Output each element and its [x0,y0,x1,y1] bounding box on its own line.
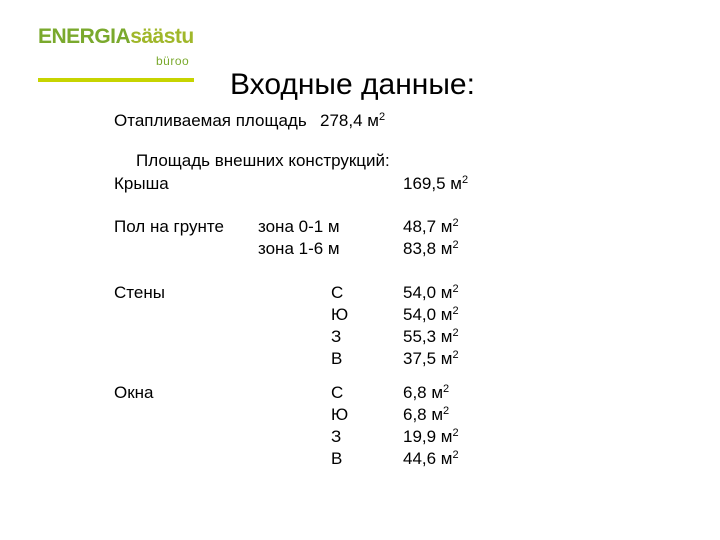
walls-dir-e: В [331,349,343,368]
windows-label: Окна [114,383,154,402]
logo-underline [38,78,194,82]
windows-dir-s: Ю [331,405,349,424]
windows-dir-n: С [331,383,344,402]
windows-value-w: 19,9 $м^2$ [403,427,459,446]
walls-value-s: 54,0 $м^2$ [403,305,459,324]
windows-dir-w: З [331,427,342,446]
heated-area-label: Отапливаемая площадь [114,111,307,130]
logo-part1: ENERGIA [38,25,131,48]
windows-value-e: 44,6 $м^2$ [403,449,459,468]
walls-dir-w: З [331,327,342,346]
logo-part2: säästu [130,25,194,48]
windows-value-s: 6,8 $м^2$ [403,405,450,424]
walls-label: Стены [114,283,165,302]
windows-value-n: 6,8 $м^2$ [403,383,450,402]
logo-wordmark [38,24,194,50]
walls-value-n: 54,0 $м^2$ [403,283,459,302]
walls-value-e: 37,5 $м^2$ [403,349,459,368]
walls-dir-n: С [331,283,344,302]
floor-zone-2-value: 83,8 $м^2$ [403,239,459,258]
heated-area-value: 278,4 $м^2$ [320,111,386,130]
floor-zone-2: зона 1-6 м [258,239,340,258]
floor-zone-1-value: 48,7 $м^2$ [403,217,459,236]
company-logo [38,24,208,70]
floor-zone-1: зона 0-1 м [258,217,340,236]
walls-value-w: 55,3 $м^2$ [403,327,459,346]
roof-value: 169,5 $м^2$ [403,174,469,193]
logo-subtitle: büroo [156,54,190,68]
walls-dir-s: Ю [331,305,349,324]
roof-label: Крыша [114,174,169,193]
page-title: Входные данные: [230,68,475,101]
floor-label: Пол на грунте [114,217,224,236]
external-structures-header: Площадь внешних конструкций: [136,151,390,170]
windows-dir-e: В [331,449,343,468]
